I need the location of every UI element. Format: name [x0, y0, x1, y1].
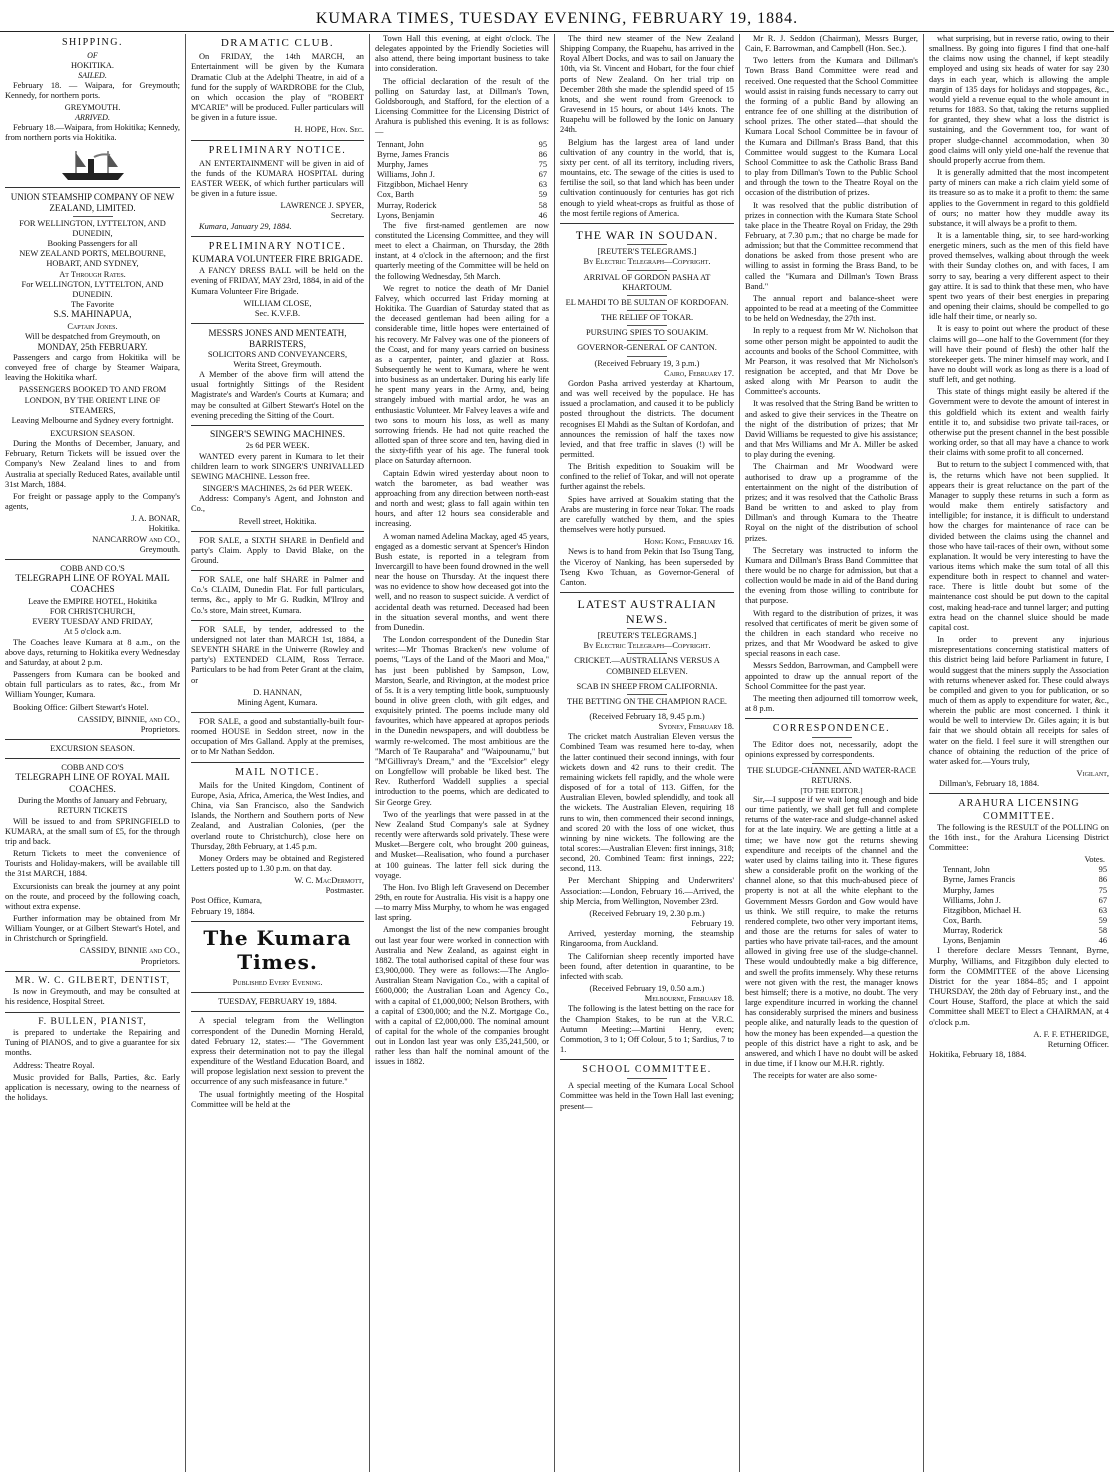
- for-sale-ad: FOR SALE, a SIXTH SHARE in Denfield and party's Claim. Apply to David Blake, on the Ground.: [191, 535, 364, 565]
- text: Mining Agent, Kumara.: [237, 697, 318, 707]
- text: Address: Theatre Royal.: [13, 1060, 95, 1070]
- ship-name: S.S. MAHINAPUA,: [53, 310, 132, 321]
- text: Amongst the list of the new companies brought out last year four were worked in connection with Australia and New Zealand, as against eight in 1882. The total authorised capital of these four was £3,900,000. They were as follows:—The Anglo-Australian Steam Navigation Co., with a capital of £600,000; the Australian Loan and Agency Co., with a capital of £1,000,000; Nelson Brothers, with a capital of £300,000; and the N.Z. Mortgage Co., with a capital of £2,000,000. The nominal amount of capital for the whole of the companies brought out in London last year was only £35,241,500, or rather less than half the nominal amount of the issues in 1882.: [375, 925, 549, 1067]
- subheading: THE SLUDGE-CHANNEL AND WATER-RACE RETURNS.: [747, 765, 916, 785]
- text: RETURN TICKETS: [57, 806, 128, 816]
- divider: [191, 236, 364, 237]
- candidate-name: Fitzgibbon, Michael Henry: [377, 180, 468, 190]
- vote-count: 86: [1098, 875, 1107, 885]
- text: The Coaches leave Kumara at 8 a.m., on the above days, returning to Hokitika every Wednesday and Saturday, at about 2 p.m.: [5, 637, 180, 667]
- text: EVERY TUESDAY AND FRIDAY,: [32, 617, 153, 627]
- candidate-name: Byrne, James Francis: [943, 875, 1015, 885]
- text: FOR WELLINGTON, LYTTELTON, AND DUNEDIN,: [19, 218, 166, 238]
- signature: LAWRENCE J. SPYER,: [280, 201, 364, 211]
- table-row: [375, 160, 549, 170]
- divider: [627, 295, 667, 296]
- text: [REUTER'S TELEGRAMS.]: [597, 247, 697, 257]
- text: Greymouth.: [139, 544, 180, 554]
- divider: [627, 325, 667, 326]
- cobb-title: TELEGRAPH LINE OF ROYAL MAIL COACHES: [15, 574, 170, 596]
- text: The London correspondent of the Dunedin Star writes:—Mr Thomas Bracken's new volume of poems, "Lays of the Land of the Maori and Moa," has just been published by Sampson, Low, Marston, Searle, and Rivington, at the modest price of 5s. It is a very tempting little book, sumptuously bound in olive green cloth, with gilt edges, and exquisitely printed. The poems include many old favourites, which have appeared at apropos periods in the Dunedin newspapers, and will doubtless be warmly re-welcomed. The most ambitious are the "March of Te Rauparaha" and "Waipounamu," but "M'Gillivray's Dream," and the "Excelsior" elegy on Longfellow will probable be liked best. The Rev. Rutherford Waddell supplies a special introduction to the poems, which are dedicated to Sir George Grey.: [375, 635, 549, 807]
- vote-count: 59: [538, 190, 547, 200]
- divider: [627, 628, 667, 629]
- text: [REUTER'S TELEGRAMS.]: [597, 631, 697, 641]
- text: Passengers and cargo from Hokitika will be conveyed free of charge by Steamer Waipara, leaving the Hokitika wharf.: [5, 352, 180, 383]
- vote-count: 63: [1098, 905, 1107, 915]
- text: Further information may be obtained from Mr William Younger, or at Gilbert Stewart's Hotel, and in Christchurch or Springfield.: [5, 914, 180, 944]
- table-row: [375, 150, 549, 160]
- text: The British expedition to Souakim will be confined to the relief of Tokar, and will not operate further against the rebels.: [560, 462, 734, 492]
- subheading: THE RELIEF OF TOKAR.: [600, 313, 694, 323]
- table-row: [929, 926, 1109, 936]
- text: Will be issued to and from SPRINGFIELD to KUMARA, at the small sum of £5, for the through trip and back.: [5, 816, 180, 846]
- signature: CASSIDY, BINNIE, and CO.,: [77, 714, 180, 724]
- text: PRELIMINARY NOTICE.: [208, 240, 347, 252]
- divider: [5, 971, 180, 972]
- column-5: [740, 34, 923, 1472]
- text: Votes.: [1084, 855, 1105, 865]
- divider: [5, 187, 180, 188]
- table-row: [929, 906, 1109, 916]
- text: EXCURSION SEASON.: [50, 744, 135, 753]
- text: Dillman's, February 18, 1884.: [939, 779, 1040, 789]
- text: For WELLINGTON, LYTTELTON, AND DUNEDIN.: [21, 279, 164, 299]
- text: FOR CHRISTCHURCH,: [49, 607, 136, 617]
- text: 2s 6d PER WEEK.: [245, 441, 310, 451]
- dateline: Hong Kong, February 16.: [644, 537, 734, 547]
- vote-count: 46: [538, 210, 547, 220]
- text: At Through Rates.: [59, 269, 126, 279]
- text: Hokitika.: [148, 524, 180, 534]
- label: ARRIVED.: [75, 113, 110, 123]
- text: Arrived, yesterday morning, the steamship Ringarooma, from Auckland.: [560, 929, 734, 949]
- text: Money Orders may be obtained and Registered Letters posted up to 1.30 p.m. on that day.: [191, 853, 364, 873]
- text: Sec. K.V.F.B.: [254, 308, 301, 318]
- school-committee-heading: SCHOOL COMMITTEE.: [582, 1064, 712, 1076]
- candidate-name: Murphy, James: [377, 159, 429, 169]
- text: [TO THE EDITOR.]: [800, 785, 863, 795]
- column-4: [555, 34, 739, 1472]
- table-row: [375, 211, 549, 221]
- table-row: [929, 936, 1109, 946]
- divider: [5, 559, 180, 560]
- table-row: [375, 140, 549, 150]
- text: The third new steamer of the New Zealand Shipping Company, the Ruapehu, has arrived in the Royal Albert Docks, and was to sail on January the 10th, via St. Vincent and Hobart, for the four chief ports of New Zealand. On her trial trip on December 28th she made the splendid speed of 15 knots, and she went round from Greenock to Gravesend in 15 hours, or about 14½ knots. The Ruapehu will be followed by the Ionic on January 24th.: [560, 34, 734, 135]
- text: Two of the yearlings that were passed in at the New Zealand Stud Company's sale at Sydney recently were afterwards sold privately. These were Musket—Bergere colt, who brought 200 guineas, and Musket—Realisation, who found a purchaser at 100 guineas. The latter fell sick during the voyage.: [375, 809, 549, 880]
- text: Mails for the United Kingdom, Continent of Europe, Asia, Africa, America, the West Indies, and China, via San Francisco, also the Sandwich Islands, the Northern and Southern ports of New Zealand, and Australian Colonies, (per the overland route to Christchurch), close here on Thursday, 28th February, at 1.45 p.m.: [191, 780, 364, 851]
- label: SAILED.: [78, 70, 107, 80]
- text: Mr R. J. Seddon (Chairman), Messrs Burger, Cain, F. Barrowman, and Campbell (Hon. Sec.).: [745, 34, 918, 54]
- text: KUMARA VOLUNTEER FIRE BRIGADE.: [192, 254, 363, 265]
- text: Will be despatched from Greymouth, on: [24, 331, 161, 341]
- text: It is generally admitted that the most incompetent party of miners can make a rich claim yield some of its treasure so as to make it a profit to them: the same applies to the Government in regard to this goldfield of ours; no matter how they muddle away its substance, it will always be a profit to them.: [929, 168, 1109, 228]
- divider: [5, 758, 180, 759]
- text: During the Months of January and February,: [17, 796, 167, 806]
- table-row: [929, 865, 1109, 875]
- text: is prepared to undertake the Repairing and Tuning of PIANOS, and to give a guarantee for six months.: [5, 1028, 180, 1058]
- shipping-entry: February 18.—Waipara, from Hokitika; Kennedy, from northern ports via Hokitika.: [5, 122, 180, 142]
- signature: D. HANNAN,: [253, 687, 302, 697]
- vote-count: 75: [1098, 885, 1107, 895]
- signature: Vigilant,: [1076, 769, 1109, 779]
- text: Booking Office: Gilbert Stewart's Hotel.: [13, 702, 149, 712]
- text: It is a lamentable thing, sir, to see hard-working energetic miners, such as the men of this field have proved themselves, walking about through the week with their Sunday clothes on, and with faces, I am sorry to say, bearing a very different aspect to their gay attire. It is sad to think that these men, who have spent two years of their best energies in preparing and opening their claims, should be compelled to go idle half their time, or nearly so.: [929, 230, 1109, 322]
- divider: [627, 310, 667, 311]
- divider: [5, 1012, 180, 1013]
- text: PRELIMINARY NOTICE.: [208, 144, 347, 156]
- text: COBB AND CO'S: [61, 763, 124, 773]
- text: Leave the EMPIRE HOTEL, Hokitika: [28, 596, 157, 606]
- divider: [812, 763, 852, 764]
- text: February 19, 1884.: [191, 906, 255, 916]
- text: Two letters from the Kumara and Dillman's Town Brass Band Committee were read and received. One requested that the School Committee would assist in raising funds necessary to carry out the forming of a public Band by allowing an entrance fee of one shilling at the distribution of school prizes. The other stated—that should the Kumara Local School Committee be in favour of the Kumara and Dillman's Brass Band, that this Committee would suggest to the Kumara Local School Committee to ask the Catholic Brass Band to play from Dillman's Town to the Public School and through the town to the Theatre Royal on the occasion of the distribution of prizes.: [745, 56, 918, 198]
- table-row: [375, 190, 549, 200]
- table-row: [375, 170, 549, 180]
- table-row: [375, 180, 549, 190]
- mail-notice-heading: MAIL NOTICE.: [235, 766, 320, 778]
- candidate-name: Murray, Roderick: [377, 200, 437, 210]
- divider: [627, 340, 667, 341]
- column-3: [370, 34, 554, 1472]
- candidate-name: Tennant, John: [943, 865, 990, 875]
- poll-results-table: [929, 865, 1109, 946]
- divider: [627, 356, 667, 357]
- text: Sir,—I suppose if we wait long enough and bide our time patiently, we shall get full and complete returns of the water-race and sludge-channel asked for at the late inquiry. We are getting a little at a time; we have now got the returns shewing expenditure and receipts of the channel and the water used by claims tailing into it. These figures shew a considerable profit on the working of the channel alone, so that this much-abused piece of property is not at all the white elephant to the Government Messrs Gordon and Gow would have us think. We still require, to make the returns rendered complete, two other very important items, and those are the returns for sales of water to parties who have private tail-races, and the amount allowed in giving free use of the sludge-channel. These would undoubtedly make a big difference, and swell the profits immensely. Why these returns were not given with the rest, the manager knows best himself; there is a motive, no doubt. The very large expenditure incurred in working the channel has considerably surprised the miners and business people alike, and naturally leads to the question of how the money has been expended—a question the people of this district have a right to ask, and be answered, and which I have no doubt will be asked in due time, if I know our M.H.R. rightly.: [745, 794, 918, 1068]
- divider: [5, 739, 180, 740]
- for-sale-ad: FOR SALE, by tender, addressed to the undersigned not later than MARCH 1st, 1884, a SEVENTH SHARE in the Uniwerre (Rowley and party's) EXTENDED CLAIM, Ross Terrace. Particulars to be had from Peter Grant at the claim, or: [191, 624, 364, 685]
- steamship-illustration: [58, 147, 128, 183]
- text: A FANCY DRESS BALL will be held on the evening of FRIDAY, MAY 23rd, 1884, in aid of the Kumara Volunteer Fire Brigade.: [191, 266, 364, 296]
- candidate-name: Murray, Roderick: [943, 926, 1003, 936]
- subheading: PURSUING SPIES TO SOUAKIM.: [585, 328, 709, 338]
- text: The Favorite: [70, 300, 115, 310]
- text: Hokitika, February 18, 1884.: [929, 1050, 1027, 1060]
- vote-count: 95: [538, 139, 547, 149]
- text: By Electric Telegraph—Copyright.: [583, 641, 711, 651]
- divider: [73, 216, 113, 217]
- divider: [191, 570, 364, 571]
- text: A special telegram from the Wellington correspondent of the Dunedin Morning Herald, dated February 12, states:— "The Government express their determination not to pay the illegal expenditure of the Westland Education Board, and will propose legislation next session to prevent the occurrence of any such misfeasance in future.": [191, 1016, 364, 1087]
- divider: [191, 1011, 364, 1012]
- divider: [812, 737, 852, 738]
- port-heading: GREYMOUTH.: [64, 102, 121, 112]
- text: MESSRS JONES AND MENTEATH, BARRISTERS,: [208, 328, 347, 349]
- shipping-entry: February 18. — Waipara, for Greymouth; Kennedy, for northern ports.: [5, 80, 180, 100]
- correspondence-heading: CORRESPONDENCE.: [772, 723, 891, 735]
- divider: [560, 1059, 734, 1060]
- text: what surprising, but in reverse ratio, owing to their smallness. By going into figures I find that one-half the claims now using the channel, if kept steadily employed and using six heads of water for say 230 days in each year, which is allowing the ample margin of 135 days for holidays and stoppages, &c., would yield a revenue equal to the whole amount in returns for 1883. So that, taking the returns supplied for granted, they shew what a loss the district is sustaining, and the Government too, for want of proper sludge-channel accommodation, when 30 good claims will only yield one-half the revenue that should properly accrue from them.: [929, 34, 1109, 165]
- text: At 5 o'clock a.m.: [63, 627, 122, 637]
- label: OF: [87, 51, 98, 61]
- text: Gordon Pasha arrived yesterday at Khartoum, and was well received by the populace. He has issued a proclamation, and caused it to be publicly posted throughout the districts. The document recognises El Mahdi as the Sultan of Kordofan, and announces the remission of half the taxes now levied, and that free traffic in slaves (!) will be permitted.: [560, 378, 734, 459]
- table-row: [375, 201, 549, 211]
- text: Proprietors.: [140, 724, 180, 734]
- vote-count: 58: [538, 200, 547, 210]
- divider: [627, 653, 667, 654]
- text: The usual fortnightly meeting of the Hospital Committee will be held at the: [191, 1089, 364, 1109]
- text: The following is the latest betting on the race for the Champion Stakes, to be run at the V.R.C. Autumn Meeting:—Martini Henry, even; Commotion, 3 to 1; Off Colour, 5 to 1; Sardius, 7 to 1.: [560, 1004, 734, 1054]
- candidate-name: Tennant, John: [377, 139, 424, 149]
- vote-count: 67: [1098, 895, 1107, 905]
- newspaper-title: The Kumara Times.: [203, 925, 352, 974]
- divider: [627, 694, 667, 695]
- text: NEW ZEALAND PORTS, MELBOURNE, HOBART, AND SYDNEY,: [19, 249, 166, 269]
- text: Passengers from Kumara can be booked and obtain full particulars as to rates, &c., from Mr William Younger, Kumara.: [5, 670, 180, 700]
- text: Post Office, Kumara,: [191, 896, 263, 906]
- text: TUESDAY, FEBRUARY 19, 1884.: [218, 997, 337, 1007]
- vote-count: 95: [1098, 865, 1107, 875]
- divider: [560, 592, 734, 593]
- divider: [191, 620, 364, 621]
- text: Leaving Melbourne and Sydney every fortnight.: [11, 415, 174, 425]
- divider: [627, 244, 667, 245]
- for-sale-ad: FOR SALE, a good and substantially-built four-roomed HOUSE in Seddon street, now in the occupation of Mrs Galland. Apply at the premises, or to Mr Nathan Seddon.: [191, 717, 364, 757]
- text: The Secretary was instructed to inform the Kumara and Dillman's Brass Band Committee that there would be no charge for admission, but that a collection would be made in aid of the Band during the evening from those willing to contribute for that purpose.: [745, 545, 918, 606]
- text: The meeting then adjourned till tomorrow week, at 8 p.m.: [745, 693, 918, 713]
- text: SOLICITORS AND CONVEYANCERS,: [207, 349, 348, 359]
- vote-count: 63: [538, 180, 547, 190]
- text: In order to prevent any injurious misrepresentations concerning statistical matters of this district being laid before Parliament in future, I would suggest that the miners supply the Association with returns whenever asked for. These could always be compiled and given to you for publication, or so much of them as apply to expenditure for water, &c., wherein the public are most concerned. I think it would be well to interview Dr. Giles again; it is but fair that we should obtain all receipts for sales of water on the field. I feel sure it will strengthen our chance of obtaining the reduction of the price of water asked for.—Yours truly,: [929, 635, 1109, 766]
- column-6: [924, 34, 1114, 1472]
- singer-heading: SINGER'S SEWING MACHINES.: [210, 429, 345, 440]
- subheading: THE BETTING ON THE CHAMPION RACE.: [567, 696, 727, 706]
- text: Address: Company's Agent, and Johnston and Co.,: [191, 494, 364, 514]
- text: Town Hall this evening, at eight o'clock. The delegates appointed by the Friendly Societies will also attend, there being important business to take into consideration.: [375, 34, 549, 74]
- signature: NANCARROW and CO.,: [92, 534, 180, 544]
- text: MONDAY, 25th FEBRUARY.: [37, 342, 148, 352]
- text: It was resolved that the public distribution of prizes in connection with the Kumara State School take place in the Theatre Royal on Friday, the 29th February, at 7.30 p.m.; that no charge be made for admission; but that the Committee recommend that donations be asked from those present who are willing to assist in forming the Brass Band, to be called the "Kumara and Dillman's Town Brass Band.": [745, 200, 918, 291]
- text: The Californian sheep recently imported have been found, after detention in quarantine, to be infected with scab.: [560, 951, 734, 981]
- divider: [191, 425, 364, 426]
- divider: [745, 718, 918, 719]
- signature: A. F. F. ETHERIDGE,: [1033, 1029, 1109, 1039]
- text: The Chairman and Mr Woodward were authorised to draw up a programme of the entertainment on the night of the distribution of prizes; and it was resolved that the Catholic Brass Band be written to and asked to play from Dillman's and through Kumara to the Theatre Royal on the night of the distribution of school prizes.: [745, 462, 918, 543]
- text: Return Tickets to meet the convenience of Tourists and Holiday-makers, will be available till the 31st MARCH, 1884.: [5, 849, 180, 879]
- text: Messrs Seddon, Barrowman, and Campbell were appointed to draw up the annual report of the School Committee for the past year.: [745, 661, 918, 691]
- table-row: [929, 916, 1109, 926]
- candidate-name: Byrne, James Francis: [377, 149, 449, 159]
- text: I therefore declare Messrs Tennant, Byrne, Murphy, Williams, and Fitzgibbon duly elected to form the COMMITTEE of the above Licensing District for the year 1884–85; and I appoint THURSDAY, the 28th day of February inst., and the Court House, Stafford, the place at which the said Committee shall MEET to Elect a CHAIRMAN, at 4 o'clock p.m.: [929, 946, 1109, 1027]
- column-1: [0, 34, 185, 1472]
- signature: W. C. MacDermott,: [294, 876, 364, 886]
- candidate-name: Williams, John J.: [377, 170, 435, 180]
- text: (Received February 19, 2.30 p.m.): [589, 908, 705, 918]
- text: Revell street, Hokitika.: [238, 516, 317, 526]
- port-heading: HOKITIKA.: [70, 60, 115, 70]
- candidate-name: Cox, Barth.: [943, 916, 982, 925]
- arahura-licensing-heading: ARAHURA LICENSING COMMITTEE.: [958, 798, 1080, 822]
- text: The official declaration of the result of the polling on Saturday last, at Dillman's Town, Goldsborough, and Stafford, for the election of a Licensing Committee for the Licensing District of Arahura is published this evening. It is as follows:—: [375, 76, 549, 137]
- text: The following is the RESULT of the POLLING on the 16th inst., for the Arahura Licensing District Committee:: [929, 822, 1109, 852]
- signature: CASSIDY, BINNIE and CO.,: [79, 946, 180, 956]
- text: Postmaster.: [325, 886, 364, 896]
- text: The five first-named gentlemen are now constituted the Licensing Committee, and they will meet to elect a Chairman, on Thursday, the 28th instant, at 4 o'clock in the afternoon; and the first quarterly meeting of the Committee will be held on the following Wednesday, 5th March.: [375, 220, 549, 281]
- text: Werita Street, Greymouth.: [233, 360, 322, 369]
- vote-count: 58: [1098, 926, 1107, 936]
- column-2: [186, 34, 369, 1472]
- divider: [627, 709, 667, 710]
- text: EXCURSION SEASON.: [50, 428, 135, 438]
- text: But to return to the subject I commenced with, that is, the returns which have not been supplied. It appears their is great reluctance on the part of the Manager to supply these returns in such a form as would make them entirely satisfactory and intelligible; for instance, it is difficult to understand how the charges for maintenance of race can be divided between the claims using the channel and those who have tail-races of their own, without some explanation. It would be very interesting to have the various items which make the sum total of all this expenditure both in respect to channel and water-race. There is little doubt but some of the maintenance cost should be put down to the capital cost, making head-race and tunnel larger; and putting extra head on the channel sluice should be made capital cost.: [929, 460, 1109, 632]
- vote-count: 67: [538, 170, 547, 180]
- divider: [627, 679, 667, 680]
- signature: J. A. BONAR,: [131, 514, 180, 524]
- subheading: CRICKET.—AUSTRALIANS VERSUS A COMBINED ELEVEN.: [574, 656, 720, 676]
- text: In reply to a request from Mr W. Nicholson that some other person might be appointed to audit the accounts and books of the School Committee, with Mr Pearson, it was resolved that Mr Nicholson's resignation be accepted, and that Mr Dove be asked along with Mr Pearson to audit the Committee's accounts.: [745, 326, 918, 397]
- vote-count: 59: [1098, 916, 1107, 925]
- text: It is easy to point out where the product of these claims will go—one half to the Government (for they will have their pound of flesh) the other half the storekeeper gets. The miner himself may work, and I have no doubt will work as long as there is a load of stuff left, and get nothing.: [929, 324, 1109, 385]
- text: A woman named Adelina Mackay, aged 45 years, engaged as a domestic servant at Spencer's Hindon Bush estate, is reported in a telegram from Invercargill to have been found drowned in the well near the house on Thursday. At the inquest there was no evidence to show how deceased got into the well, and no reason to suspect suicide. A verdict of accidental death was returned. Deceased had been in the situation several months, and went there from Dunedin.: [375, 531, 549, 632]
- divider: [560, 223, 734, 224]
- subheading: EL MAHDI TO BE SULTAN OF KORDOFAN.: [565, 297, 729, 307]
- text: Booking Passengers for all: [47, 239, 138, 249]
- subheading: GOVERNOR-GENERAL OF CANTON.: [577, 343, 717, 353]
- poll-results-table: [375, 140, 549, 221]
- subheading: ARRIVAL OF GORDON PASHA AT KHARTOUM.: [583, 272, 711, 292]
- vote-count: 46: [1098, 936, 1107, 946]
- text: This state of things might easily be altered if the Government were to devote the amount of interest in this goldfield which its extent and wealth fairly entitle it to, and subsidise two private tail-races, or otherwise put the present channel in the best possible working order, so that all may have a chance to work their claims with some profit to all concerned.: [929, 387, 1109, 458]
- text: Per Merchant Shipping and Underwriters' Association:—London, February 16.—Arrived, the ship Mercia, from Wellington, November 23rd.: [560, 876, 734, 906]
- candidate-name: Williams, John J.: [943, 895, 1001, 905]
- text: It was resolved that the String Band be written to and asked to give their services in the Theatre on the night of the distribution of prizes; that Mr David Williams be requested to give his assistance; and that Mrs Williams and Mr A. Miller be asked to play during the evening.: [745, 399, 918, 460]
- text: With regard to the distribution of prizes, it was resolved that certificates of merit be given some of the children in each standard who receive no prizes, and that Mr Woodward be asked to give special reasons in each case.: [745, 608, 918, 659]
- vote-count: 75: [538, 159, 547, 169]
- divider: [191, 140, 364, 141]
- text: For freight or passage apply to the Company's agents,: [5, 491, 180, 512]
- text: TELEGRAPH LINE OF ROYAL MAIL COACHES.: [15, 773, 170, 795]
- candidate-name: Lyons, Benjamin: [377, 210, 435, 220]
- text: The annual report and balance-sheet were appointed to be read at a meeting of the Committee to be held on Wednesday, the 27th inst.: [745, 293, 918, 324]
- text: We regret to notice the death of Mr Daniel Falvey, which occurred last Friday morning at Hokitika. The Guardian of Saturday stated that as the deceased gentleman had been ailing for a considerable time, little hopes were entertained of his recovery. Mr Falvey was one of the pioneers of the Coast, and for many years carried on business as a carpenter, painter, and glazier at Ross. Subsequently he went to Kumara, where he went into business as an undertaker. During his early life he spent many years in the Army, and, being strangely imbued with martial ardor, he was an enthusiastic Volunteer. Mr Falvey leaves a wife and two sons to mourn his loss, as well as many sorrowing friends. He had not quite reached the allotted span of three score and ten, having died in the sixty-fifth year of his age. The funeral took place on Saturday afternoon.: [375, 283, 549, 466]
- masthead: KUMARA TIMES, TUESDAY EVENING, FEBRUARY 19, 1884.: [0, 6, 1114, 32]
- signature: WILLIAM CLOSE,: [243, 298, 312, 308]
- text: Published Every Evening.: [232, 978, 323, 988]
- divider: [191, 323, 364, 324]
- text: Is now in Greymouth, and may be consulted at his residence, Hospital Street.: [5, 987, 180, 1007]
- subheading: SCAB IN SHEEP FROM CALIFORNIA.: [576, 681, 718, 691]
- cobb-heading: COBB AND CO.'S: [60, 563, 125, 573]
- text: SINGER'S MACHINES, 2s 6d PER WEEK.: [202, 484, 353, 494]
- text: Excursionists can break the journey at any point on the route, and proceed by the following coach, without extra expense.: [5, 881, 180, 911]
- table-row: [929, 875, 1109, 885]
- divider: [191, 921, 364, 922]
- divider: [627, 1078, 667, 1079]
- dateline: Cairo, February 17.: [664, 368, 734, 378]
- text: (Received February 19, 3 p.m.): [594, 358, 700, 368]
- text: Captain Jones.: [67, 321, 118, 331]
- text: Spies have arrived at Souakim stating that the Arabs are mustering in force near Tokar. The roads are carefully watched by them, and the spies themselves were hotly pursued.: [560, 494, 734, 535]
- dateline: February 19.: [691, 919, 734, 929]
- text: During the Months of December, January, and February, Return Tickets will be issued over the Company's New Zealand lines to and from Australia at specially Reduced Rates, available until 31st March, 1884.: [5, 439, 180, 489]
- text: The Editor does not, necessarily, adopt the opinions expressed by correspondents.: [745, 740, 918, 760]
- text: The receipts for water are also some-: [753, 1071, 878, 1081]
- candidate-name: Murphy, James: [943, 885, 995, 895]
- divider: [929, 793, 1109, 794]
- divider: [191, 712, 364, 713]
- text: Kumara, January 29, 1884.: [199, 221, 292, 231]
- union-steamship-heading: UNION STEAMSHIP COMPANY OF NEW ZEALAND, LIMITED.: [10, 192, 175, 213]
- text: Returning Officer.: [1047, 1039, 1109, 1049]
- divider: [191, 531, 364, 532]
- text: F. BULLEN, PIANIST,: [38, 1016, 147, 1027]
- divider: [191, 762, 364, 763]
- text: (Received February 19, 0.50 a.m.): [589, 984, 705, 994]
- text: Music provided for Balls, Parties, &c. Early application is necessary, owing to the nearness of the holidays.: [5, 1072, 180, 1102]
- text: AN ENTERTAINMENT will be given in aid of the funds of the KUMARA HOSPITAL during EASTER WEEK, of which further particulars will be given in a future issue.: [191, 158, 364, 199]
- text: WANTED every parent in Kumara to let their children learn to work SINGER'S UNRIVALLED SEWING MACHINE. Lesson free.: [191, 451, 364, 481]
- text: Belgium has the largest area of land under cultivation of any country in the world, that is, sixty per cent. of all its territory, including rivers, mountains, etc. The sewage of the cities is used to fertilise the soil, so that land which has been under cultivation continuously for centuries has got rich enough to yield wheat-crops as fruitful as those of the most fertile regions of America.: [560, 137, 734, 218]
- divider: [191, 992, 364, 993]
- signature: H. HOPE, Hon. Sec.: [294, 125, 364, 135]
- text: (Received February 18, 9.45 p.m.): [589, 711, 705, 721]
- divider: [627, 270, 667, 271]
- text: The cricket match Australian Eleven versus the Combined Team was resumed here to-day, when the latter continued their second innings, with four wickets down and 42 runs to their credit. The remaining wickets fell rapidly, and the whole were disposed of for a total of 113. Giffen, for the Australian Eleven, bowled splendidly, and took all the wickets. The Australian Eleven, requiring 18 runs to win, then commenced their second innings, and scored 20 with the loss of one wicket, thus winning by nine wickets. The following are the total scores:—Australian Eleven: first innings, 318; second, 20. Combined Team: first innings, 222; second, 113.: [560, 732, 734, 874]
- for-sale-ad: FOR SALE, one half SHARE in Palmer and Co.'s CLAIM, Dunedin Flat. For full particulars, terms, &c., apply to Mr G. Rudkin, M'Ilroy and Co.'s store, Main street, Kumara.: [191, 575, 364, 615]
- candidate-name: Lyons, Benjamin: [943, 936, 1001, 946]
- text: News is to hand from Pekin that Iso Tsung Tang, the Viceroy of Nanking, has been superseded by Tseng Kwo Tchuan, as Governor-General of Canton.: [560, 547, 734, 587]
- text: The Hon. Ivo Bligh left Gravesend on December 29th, en route for Australia. His visit is a happy one—to marry Miss Murphy, to whom he was engaged last spring.: [375, 882, 549, 923]
- text: On FRIDAY, the 14th MARCH, an Entertainment will be given by the Kumara Dramatic Club at the Adelphi Theatre, in aid of a fund for the supply of WARDROBE for the Club, on which occasion the play of "ROBERT M'CARIE" will be produced. Fuller particulars will be given in a future issue.: [191, 52, 364, 123]
- shipping-heading: SHIPPING.: [61, 37, 123, 48]
- latest-australian-news-heading: LATEST AUSTRALIAN NEWS.: [577, 597, 717, 626]
- text: MR. W. C. GILBERT, DENTIST,: [14, 975, 171, 986]
- text: Proprietors.: [140, 956, 180, 966]
- candidate-name: Fitzgibbon, Michael H.: [943, 905, 1022, 915]
- dateline: Sydney, February 18.: [658, 722, 734, 732]
- text: By Electric Telegraph—Copyright.: [583, 257, 711, 267]
- text: Captain Edwin wired yesterday about noon to watch the barometer, as bad weather was approaching from any direction between north-east and north and west; glass to fall again within ten hours, and after 12 hours sea considerable and increasing.: [375, 468, 549, 529]
- text: A special meeting of the Kumara Local School Committee was held in the Town Hall last evening; present—: [560, 1081, 734, 1111]
- text: Secretary.: [330, 211, 364, 221]
- candidate-name: Cox, Barth: [377, 190, 414, 200]
- war-in-soudan-heading: THE WAR IN SOUDAN.: [575, 227, 719, 242]
- dateline: Melbourne, February 18.: [644, 994, 734, 1004]
- table-row: [929, 886, 1109, 896]
- text: PASSENGERS BOOKED TO AND FROM LONDON, BY THE ORIENT LINE OF STEAMERS,: [18, 385, 167, 415]
- vote-count: 86: [538, 149, 547, 159]
- table-row: [929, 896, 1109, 906]
- text: A Member of the above firm will attend the usual fortnightly Sittings of the Resident Magistrate's and Warden's Courts at Kumara; and may be consulted at Gilbert Stewart's Hotel on the evening preceding the Sitting of the Court.: [191, 370, 364, 420]
- dramatic-club-heading: DRAMATIC CLUB.: [220, 37, 335, 49]
